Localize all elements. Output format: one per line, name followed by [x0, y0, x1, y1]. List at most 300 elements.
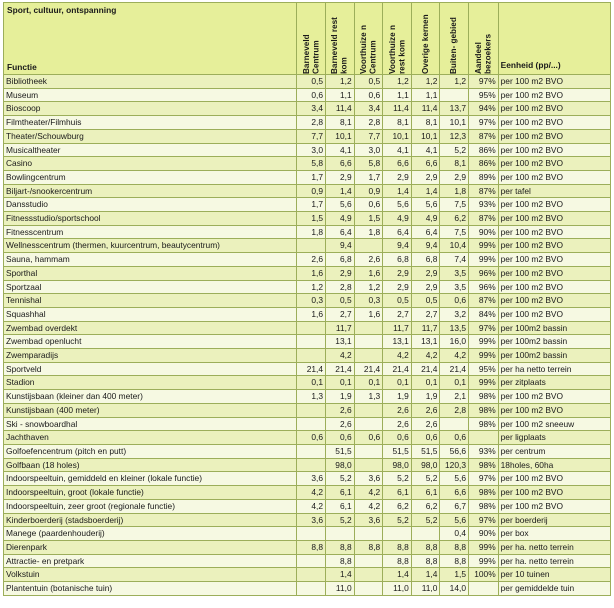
voorthuizen-rest-kom-cell: 6,1	[383, 486, 412, 500]
voorthuizen-centrum-cell: 1,8	[354, 225, 383, 239]
header-voorthuizen-rest-kom: Voorthuize n rest kom	[383, 3, 412, 75]
header-overige-kernen: Overige kernen	[411, 3, 440, 75]
functie-cell: Kunstijsbaan (kleiner dan 400 meter)	[4, 390, 297, 404]
barneveld-centrum-cell: 1,5	[297, 212, 326, 226]
eenheid-cell: per 100 m2 BVO	[498, 88, 610, 102]
eenheid-cell: 18holes, 60ha	[498, 458, 610, 472]
table-row	[4, 403, 611, 417]
eenheid-cell: per 100 m2 BVO	[498, 102, 610, 116]
buitengebied-cell: 7,4	[440, 253, 469, 267]
eenheid-cell: per gemiddelde tuin	[498, 582, 610, 596]
aandeel-bezoekers-cell: 97%	[468, 321, 498, 335]
aandeel-bezoekers-cell: 99%	[468, 239, 498, 253]
eenheid-cell: per ligplaats	[498, 431, 610, 445]
voorthuizen-centrum-cell: 0,6	[354, 198, 383, 212]
functie-cell: Fitnesscentrum	[4, 225, 297, 239]
buitengebied-cell: 120,3	[440, 458, 469, 472]
table-row	[4, 568, 611, 582]
eenheid-cell: per 100 m2 BVO	[498, 294, 610, 308]
buitengebied-cell: 6,7	[440, 499, 469, 513]
barneveld-rest-kom-cell: 4,1	[326, 143, 355, 157]
eenheid-cell: per 100 m2 BVO	[498, 486, 610, 500]
column-label-functie: Functie	[7, 62, 37, 72]
table-row	[4, 170, 611, 184]
header-barneveld-rest-kom: Barneveld rest kom	[326, 3, 355, 75]
functie-cell: Sporthal	[4, 266, 297, 280]
overige-kernen-cell: 0,1	[411, 376, 440, 390]
barneveld-rest-kom-cell: 5,6	[326, 198, 355, 212]
barneveld-rest-kom-cell: 10,1	[326, 129, 355, 143]
barneveld-centrum-cell	[297, 458, 326, 472]
table-row	[4, 102, 611, 116]
aandeel-bezoekers-cell: 95%	[468, 362, 498, 376]
table-row	[4, 225, 611, 239]
voorthuizen-rest-kom-cell: 13,1	[383, 335, 412, 349]
voorthuizen-rest-kom-cell: 8,1	[383, 116, 412, 130]
overige-kernen-cell: 10,1	[411, 129, 440, 143]
voorthuizen-centrum-cell: 2,6	[354, 253, 383, 267]
header-functie	[4, 3, 297, 75]
table-row	[4, 307, 611, 321]
aandeel-bezoekers-cell: 86%	[468, 157, 498, 171]
eenheid-cell: per 100 m2 BVO	[498, 170, 610, 184]
overige-kernen-cell: 0,6	[411, 431, 440, 445]
barneveld-centrum-cell: 3,6	[297, 472, 326, 486]
header-aandeel-bezoekers: Aandeel bezoekers	[468, 3, 498, 75]
overige-kernen-cell: 9,4	[411, 239, 440, 253]
eenheid-cell: per 100 m2 BVO	[498, 143, 610, 157]
voorthuizen-rest-kom-cell: 2,9	[383, 280, 412, 294]
barneveld-rest-kom-cell: 11,0	[326, 582, 355, 596]
buitengebied-cell: 7,5	[440, 225, 469, 239]
header-eenheid: Eenheid (pp/...)	[498, 3, 610, 75]
voorthuizen-centrum-cell	[354, 417, 383, 431]
functie-cell: Wellnesscentrum (thermen, kuurcentrum, beautycentrum)	[4, 239, 297, 253]
aandeel-bezoekers-cell: 96%	[468, 280, 498, 294]
eenheid-cell: per 100 m2 BVO	[498, 499, 610, 513]
barneveld-centrum-cell: 1,6	[297, 307, 326, 321]
table-row	[4, 321, 611, 335]
voorthuizen-rest-kom-cell: 4,1	[383, 143, 412, 157]
barneveld-rest-kom-cell: 13,1	[326, 335, 355, 349]
barneveld-centrum-cell: 1,6	[297, 266, 326, 280]
aandeel-bezoekers-cell: 98%	[468, 499, 498, 513]
functie-cell: Indoorspeeltuin, gemiddeld en kleiner (lokale functie)	[4, 472, 297, 486]
table-row	[4, 198, 611, 212]
functie-cell: Dierenpark	[4, 540, 297, 554]
voorthuizen-centrum-cell	[354, 335, 383, 349]
buitengebied-cell: 3,2	[440, 307, 469, 321]
aandeel-bezoekers-cell: 99%	[468, 540, 498, 554]
eenheid-cell: per 100m2 bassin	[498, 321, 610, 335]
table-row	[4, 458, 611, 472]
eenheid-cell: per 100 m2 BVO	[498, 239, 610, 253]
barneveld-centrum-cell: 2,8	[297, 116, 326, 130]
eenheid-cell: per 100 m2 BVO	[498, 75, 610, 89]
barneveld-rest-kom-cell: 6,4	[326, 225, 355, 239]
barneveld-centrum-cell: 7,7	[297, 129, 326, 143]
aandeel-bezoekers-cell: 99%	[468, 349, 498, 363]
barneveld-centrum-cell	[297, 321, 326, 335]
voorthuizen-centrum-cell	[354, 403, 383, 417]
table-row	[4, 335, 611, 349]
table-row	[4, 582, 611, 596]
buitengebied-cell: 5,6	[440, 472, 469, 486]
overige-kernen-cell: 6,6	[411, 157, 440, 171]
barneveld-rest-kom-cell: 1,4	[326, 184, 355, 198]
voorthuizen-rest-kom-cell: 1,4	[383, 568, 412, 582]
barneveld-rest-kom-cell: 6,1	[326, 486, 355, 500]
functie-cell: Filmtheater/Filmhuis	[4, 116, 297, 130]
header-row	[4, 3, 611, 75]
eenheid-cell: per 100 m2 BVO	[498, 157, 610, 171]
barneveld-rest-kom-cell: 6,6	[326, 157, 355, 171]
overige-kernen-cell: 1,1	[411, 88, 440, 102]
barneveld-centrum-cell: 3,0	[297, 143, 326, 157]
table-row	[4, 143, 611, 157]
barneveld-centrum-cell: 2,6	[297, 253, 326, 267]
buitengebied-cell: 16,0	[440, 335, 469, 349]
voorthuizen-centrum-cell: 3,6	[354, 513, 383, 527]
voorthuizen-rest-kom-cell: 1,2	[383, 75, 412, 89]
table-row	[4, 212, 611, 226]
aandeel-bezoekers-cell	[468, 431, 498, 445]
voorthuizen-centrum-cell: 8,8	[354, 540, 383, 554]
aandeel-bezoekers-cell: 94%	[468, 102, 498, 116]
voorthuizen-rest-kom-cell: 10,1	[383, 129, 412, 143]
voorthuizen-centrum-cell: 0,9	[354, 184, 383, 198]
barneveld-centrum-cell: 0,6	[297, 88, 326, 102]
aandeel-bezoekers-cell: 99%	[468, 335, 498, 349]
barneveld-centrum-cell	[297, 568, 326, 582]
table-title: Sport, cultuur, ontspanning	[7, 5, 117, 15]
eenheid-cell: per box	[498, 527, 610, 541]
voorthuizen-centrum-cell: 3,6	[354, 472, 383, 486]
table-row	[4, 266, 611, 280]
aandeel-bezoekers-cell: 87%	[468, 294, 498, 308]
overige-kernen-cell: 11,0	[411, 582, 440, 596]
voorthuizen-rest-kom-cell: 2,9	[383, 266, 412, 280]
table-row	[4, 116, 611, 130]
table-row	[4, 472, 611, 486]
aandeel-bezoekers-cell: 99%	[468, 253, 498, 267]
voorthuizen-rest-kom-cell: 2,6	[383, 417, 412, 431]
buitengebied-cell: 1,8	[440, 184, 469, 198]
voorthuizen-rest-kom-cell: 1,9	[383, 390, 412, 404]
overige-kernen-cell: 6,8	[411, 253, 440, 267]
buitengebied-cell: 8,8	[440, 540, 469, 554]
buitengebied-cell: 1,2	[440, 75, 469, 89]
functie-cell: Theater/Schouwburg	[4, 129, 297, 143]
buitengebied-cell: 2,8	[440, 403, 469, 417]
overige-kernen-cell: 21,4	[411, 362, 440, 376]
voorthuizen-centrum-cell: 1,2	[354, 280, 383, 294]
aandeel-bezoekers-cell: 99%	[468, 554, 498, 568]
barneveld-centrum-cell	[297, 554, 326, 568]
overige-kernen-cell: 4,1	[411, 143, 440, 157]
aandeel-bezoekers-cell: 90%	[468, 527, 498, 541]
eenheid-cell: per 100 m2 BVO	[498, 403, 610, 417]
barneveld-centrum-cell	[297, 349, 326, 363]
overige-kernen-cell: 1,9	[411, 390, 440, 404]
barneveld-rest-kom-cell: 2,6	[326, 403, 355, 417]
aandeel-bezoekers-cell: 87%	[468, 212, 498, 226]
eenheid-cell: per 100 m2 sneeuw	[498, 417, 610, 431]
aandeel-bezoekers-cell: 87%	[468, 129, 498, 143]
eenheid-cell: per 100 m2 BVO	[498, 116, 610, 130]
voorthuizen-centrum-cell: 0,6	[354, 431, 383, 445]
overige-kernen-cell: 2,9	[411, 170, 440, 184]
functie-cell: Golfoefencentrum (pitch en putt)	[4, 444, 297, 458]
buitengebied-cell: 6,6	[440, 486, 469, 500]
buitengebied-cell: 6,2	[440, 212, 469, 226]
voorthuizen-rest-kom-cell: 2,7	[383, 307, 412, 321]
barneveld-rest-kom-cell: 1,2	[326, 75, 355, 89]
voorthuizen-centrum-cell: 1,6	[354, 307, 383, 321]
eenheid-cell: per centrum	[498, 444, 610, 458]
functie-cell: Indoorspeeltuin, groot (lokale functie)	[4, 486, 297, 500]
eenheid-cell: per ha netto terrein	[498, 362, 610, 376]
buitengebied-cell: 0,1	[440, 376, 469, 390]
barneveld-rest-kom-cell: 8,8	[326, 554, 355, 568]
voorthuizen-centrum-cell	[354, 582, 383, 596]
overige-kernen-cell: 5,2	[411, 472, 440, 486]
overige-kernen-cell: 2,9	[411, 280, 440, 294]
overige-kernen-cell: 2,6	[411, 403, 440, 417]
eenheid-cell: per zitplaats	[498, 376, 610, 390]
aandeel-bezoekers-cell: 97%	[468, 472, 498, 486]
overige-kernen-cell: 1,4	[411, 568, 440, 582]
voorthuizen-rest-kom-cell: 4,2	[383, 349, 412, 363]
buitengebied-cell: 8,8	[440, 554, 469, 568]
buitengebied-cell: 7,5	[440, 198, 469, 212]
eenheid-cell: per 100 m2 BVO	[498, 253, 610, 267]
eenheid-cell: per boerderij	[498, 513, 610, 527]
voorthuizen-rest-kom-cell: 98,0	[383, 458, 412, 472]
buitengebied-cell: 10,4	[440, 239, 469, 253]
functie-cell: Zwembad overdekt	[4, 321, 297, 335]
aandeel-bezoekers-cell: 98%	[468, 417, 498, 431]
barneveld-centrum-cell: 1,8	[297, 225, 326, 239]
barneveld-rest-kom-cell: 1,9	[326, 390, 355, 404]
aandeel-bezoekers-cell: 87%	[468, 184, 498, 198]
functie-cell: Stadion	[4, 376, 297, 390]
functie-cell: Kinderboerderij (stadsboerderij)	[4, 513, 297, 527]
table-row	[4, 184, 611, 198]
table-row	[4, 362, 611, 376]
voorthuizen-centrum-cell	[354, 458, 383, 472]
overige-kernen-cell: 11,4	[411, 102, 440, 116]
buitengebied-cell: 12,3	[440, 129, 469, 143]
barneveld-centrum-cell: 0,9	[297, 184, 326, 198]
voorthuizen-centrum-cell	[354, 568, 383, 582]
buitengebied-cell: 13,5	[440, 321, 469, 335]
table-row	[4, 294, 611, 308]
eenheid-cell: per 100 m2 BVO	[498, 225, 610, 239]
voorthuizen-centrum-cell: 7,7	[354, 129, 383, 143]
data-table	[3, 2, 611, 596]
barneveld-rest-kom-cell: 2,9	[326, 170, 355, 184]
functie-cell: Fitnessstudio/sportschool	[4, 212, 297, 226]
buitengebied-cell: 5,2	[440, 143, 469, 157]
buitengebied-cell: 10,1	[440, 116, 469, 130]
aandeel-bezoekers-cell: 84%	[468, 307, 498, 321]
overige-kernen-cell: 5,6	[411, 198, 440, 212]
voorthuizen-centrum-cell: 0,3	[354, 294, 383, 308]
eenheid-cell: per tafel	[498, 184, 610, 198]
overige-kernen-cell: 1,4	[411, 184, 440, 198]
functie-cell: Casino	[4, 157, 297, 171]
barneveld-rest-kom-cell: 21,4	[326, 362, 355, 376]
barneveld-centrum-cell: 0,5	[297, 75, 326, 89]
functie-cell: Sportzaal	[4, 280, 297, 294]
barneveld-rest-kom-cell: 51,5	[326, 444, 355, 458]
aandeel-bezoekers-cell	[468, 582, 498, 596]
aandeel-bezoekers-cell: 89%	[468, 170, 498, 184]
table-body	[4, 75, 611, 596]
functie-cell: Bowlingcentrum	[4, 170, 297, 184]
barneveld-rest-kom-cell: 2,6	[326, 417, 355, 431]
barneveld-rest-kom-cell: 11,4	[326, 102, 355, 116]
functie-cell: Zwemparadijs	[4, 349, 297, 363]
aandeel-bezoekers-cell: 97%	[468, 75, 498, 89]
overige-kernen-cell: 0,5	[411, 294, 440, 308]
barneveld-rest-kom-cell: 0,5	[326, 294, 355, 308]
barneveld-centrum-cell	[297, 417, 326, 431]
table-row	[4, 527, 611, 541]
functie-cell: Kunstijsbaan (400 meter)	[4, 403, 297, 417]
voorthuizen-centrum-cell	[354, 444, 383, 458]
barneveld-rest-kom-cell: 8,1	[326, 116, 355, 130]
barneveld-centrum-cell	[297, 335, 326, 349]
header-voorthuizen-centrum: Voorthuize n Centrum	[354, 3, 383, 75]
header-buitengebied: Buiten- gebied	[440, 3, 469, 75]
buitengebied-cell: 4,2	[440, 349, 469, 363]
buitengebied-cell: 21,4	[440, 362, 469, 376]
voorthuizen-centrum-cell: 4,2	[354, 499, 383, 513]
voorthuizen-centrum-cell: 21,4	[354, 362, 383, 376]
table-row	[4, 157, 611, 171]
voorthuizen-centrum-cell: 3,0	[354, 143, 383, 157]
table-row	[4, 129, 611, 143]
eenheid-cell: per 100 m2 BVO	[498, 390, 610, 404]
buitengebied-cell: 13,7	[440, 102, 469, 116]
buitengebied-cell: 3,5	[440, 280, 469, 294]
voorthuizen-centrum-cell: 5,8	[354, 157, 383, 171]
barneveld-rest-kom-cell: 11,7	[326, 321, 355, 335]
voorthuizen-rest-kom-cell: 51,5	[383, 444, 412, 458]
aandeel-bezoekers-cell: 97%	[468, 116, 498, 130]
voorthuizen-centrum-cell: 1,7	[354, 170, 383, 184]
barneveld-centrum-cell: 0,3	[297, 294, 326, 308]
voorthuizen-rest-kom-cell: 6,8	[383, 253, 412, 267]
barneveld-centrum-cell: 1,2	[297, 280, 326, 294]
functie-cell: Bibliotheek	[4, 75, 297, 89]
buitengebied-cell: 0,6	[440, 294, 469, 308]
voorthuizen-centrum-cell	[354, 554, 383, 568]
overige-kernen-cell	[411, 527, 440, 541]
table-row	[4, 239, 611, 253]
aandeel-bezoekers-cell: 99%	[468, 376, 498, 390]
voorthuizen-centrum-cell	[354, 239, 383, 253]
table-row	[4, 349, 611, 363]
aandeel-bezoekers-cell: 96%	[468, 266, 498, 280]
overige-kernen-cell: 6,4	[411, 225, 440, 239]
eenheid-cell: per 100 m2 BVO	[498, 212, 610, 226]
aandeel-bezoekers-cell: 93%	[468, 444, 498, 458]
table-row	[4, 280, 611, 294]
table-row	[4, 540, 611, 554]
overige-kernen-cell: 5,2	[411, 513, 440, 527]
overige-kernen-cell: 13,1	[411, 335, 440, 349]
barneveld-rest-kom-cell: 4,2	[326, 349, 355, 363]
barneveld-centrum-cell: 0,6	[297, 431, 326, 445]
table-row	[4, 75, 611, 89]
voorthuizen-rest-kom-cell: 2,6	[383, 403, 412, 417]
overige-kernen-cell: 51,5	[411, 444, 440, 458]
overige-kernen-cell: 2,9	[411, 266, 440, 280]
voorthuizen-centrum-cell	[354, 527, 383, 541]
voorthuizen-rest-kom-cell: 9,4	[383, 239, 412, 253]
table-row	[4, 376, 611, 390]
voorthuizen-rest-kom-cell: 5,2	[383, 513, 412, 527]
voorthuizen-rest-kom-cell: 5,2	[383, 472, 412, 486]
overige-kernen-cell: 6,1	[411, 486, 440, 500]
functie-cell: Tennishal	[4, 294, 297, 308]
functie-cell: Bioscoop	[4, 102, 297, 116]
barneveld-rest-kom-cell: 4,9	[326, 212, 355, 226]
aandeel-bezoekers-cell: 90%	[468, 225, 498, 239]
table-row	[4, 431, 611, 445]
overige-kernen-cell: 8,8	[411, 554, 440, 568]
overige-kernen-cell: 4,2	[411, 349, 440, 363]
barneveld-centrum-cell: 21,4	[297, 362, 326, 376]
overige-kernen-cell: 6,2	[411, 499, 440, 513]
voorthuizen-rest-kom-cell: 8,8	[383, 540, 412, 554]
barneveld-rest-kom-cell: 98,0	[326, 458, 355, 472]
overige-kernen-cell: 8,8	[411, 540, 440, 554]
barneveld-rest-kom-cell: 9,4	[326, 239, 355, 253]
table-row	[4, 513, 611, 527]
barneveld-centrum-cell	[297, 239, 326, 253]
barneveld-centrum-cell: 1,7	[297, 170, 326, 184]
functie-cell: Sauna, hammam	[4, 253, 297, 267]
table-row	[4, 499, 611, 513]
functie-cell: Musicaltheater	[4, 143, 297, 157]
aandeel-bezoekers-cell: 100%	[468, 568, 498, 582]
voorthuizen-rest-kom-cell	[383, 527, 412, 541]
functie-cell: Sportveld	[4, 362, 297, 376]
buitengebied-cell: 8,1	[440, 157, 469, 171]
overige-kernen-cell: 1,2	[411, 75, 440, 89]
barneveld-rest-kom-cell: 2,9	[326, 266, 355, 280]
eenheid-cell: per ha. netto terrein	[498, 540, 610, 554]
barneveld-centrum-cell: 1,7	[297, 198, 326, 212]
voorthuizen-rest-kom-cell: 6,6	[383, 157, 412, 171]
functie-cell: Museum	[4, 88, 297, 102]
voorthuizen-centrum-cell: 4,2	[354, 486, 383, 500]
eenheid-cell: per 100 m2 BVO	[498, 472, 610, 486]
barneveld-centrum-cell	[297, 527, 326, 541]
aandeel-bezoekers-cell: 93%	[468, 198, 498, 212]
voorthuizen-rest-kom-cell: 0,6	[383, 431, 412, 445]
voorthuizen-centrum-cell: 0,5	[354, 75, 383, 89]
voorthuizen-rest-kom-cell: 1,4	[383, 184, 412, 198]
voorthuizen-rest-kom-cell: 21,4	[383, 362, 412, 376]
functie-cell: Dansstudio	[4, 198, 297, 212]
voorthuizen-rest-kom-cell: 2,9	[383, 170, 412, 184]
functie-cell: Plantentuin (botanische tuin)	[4, 582, 297, 596]
